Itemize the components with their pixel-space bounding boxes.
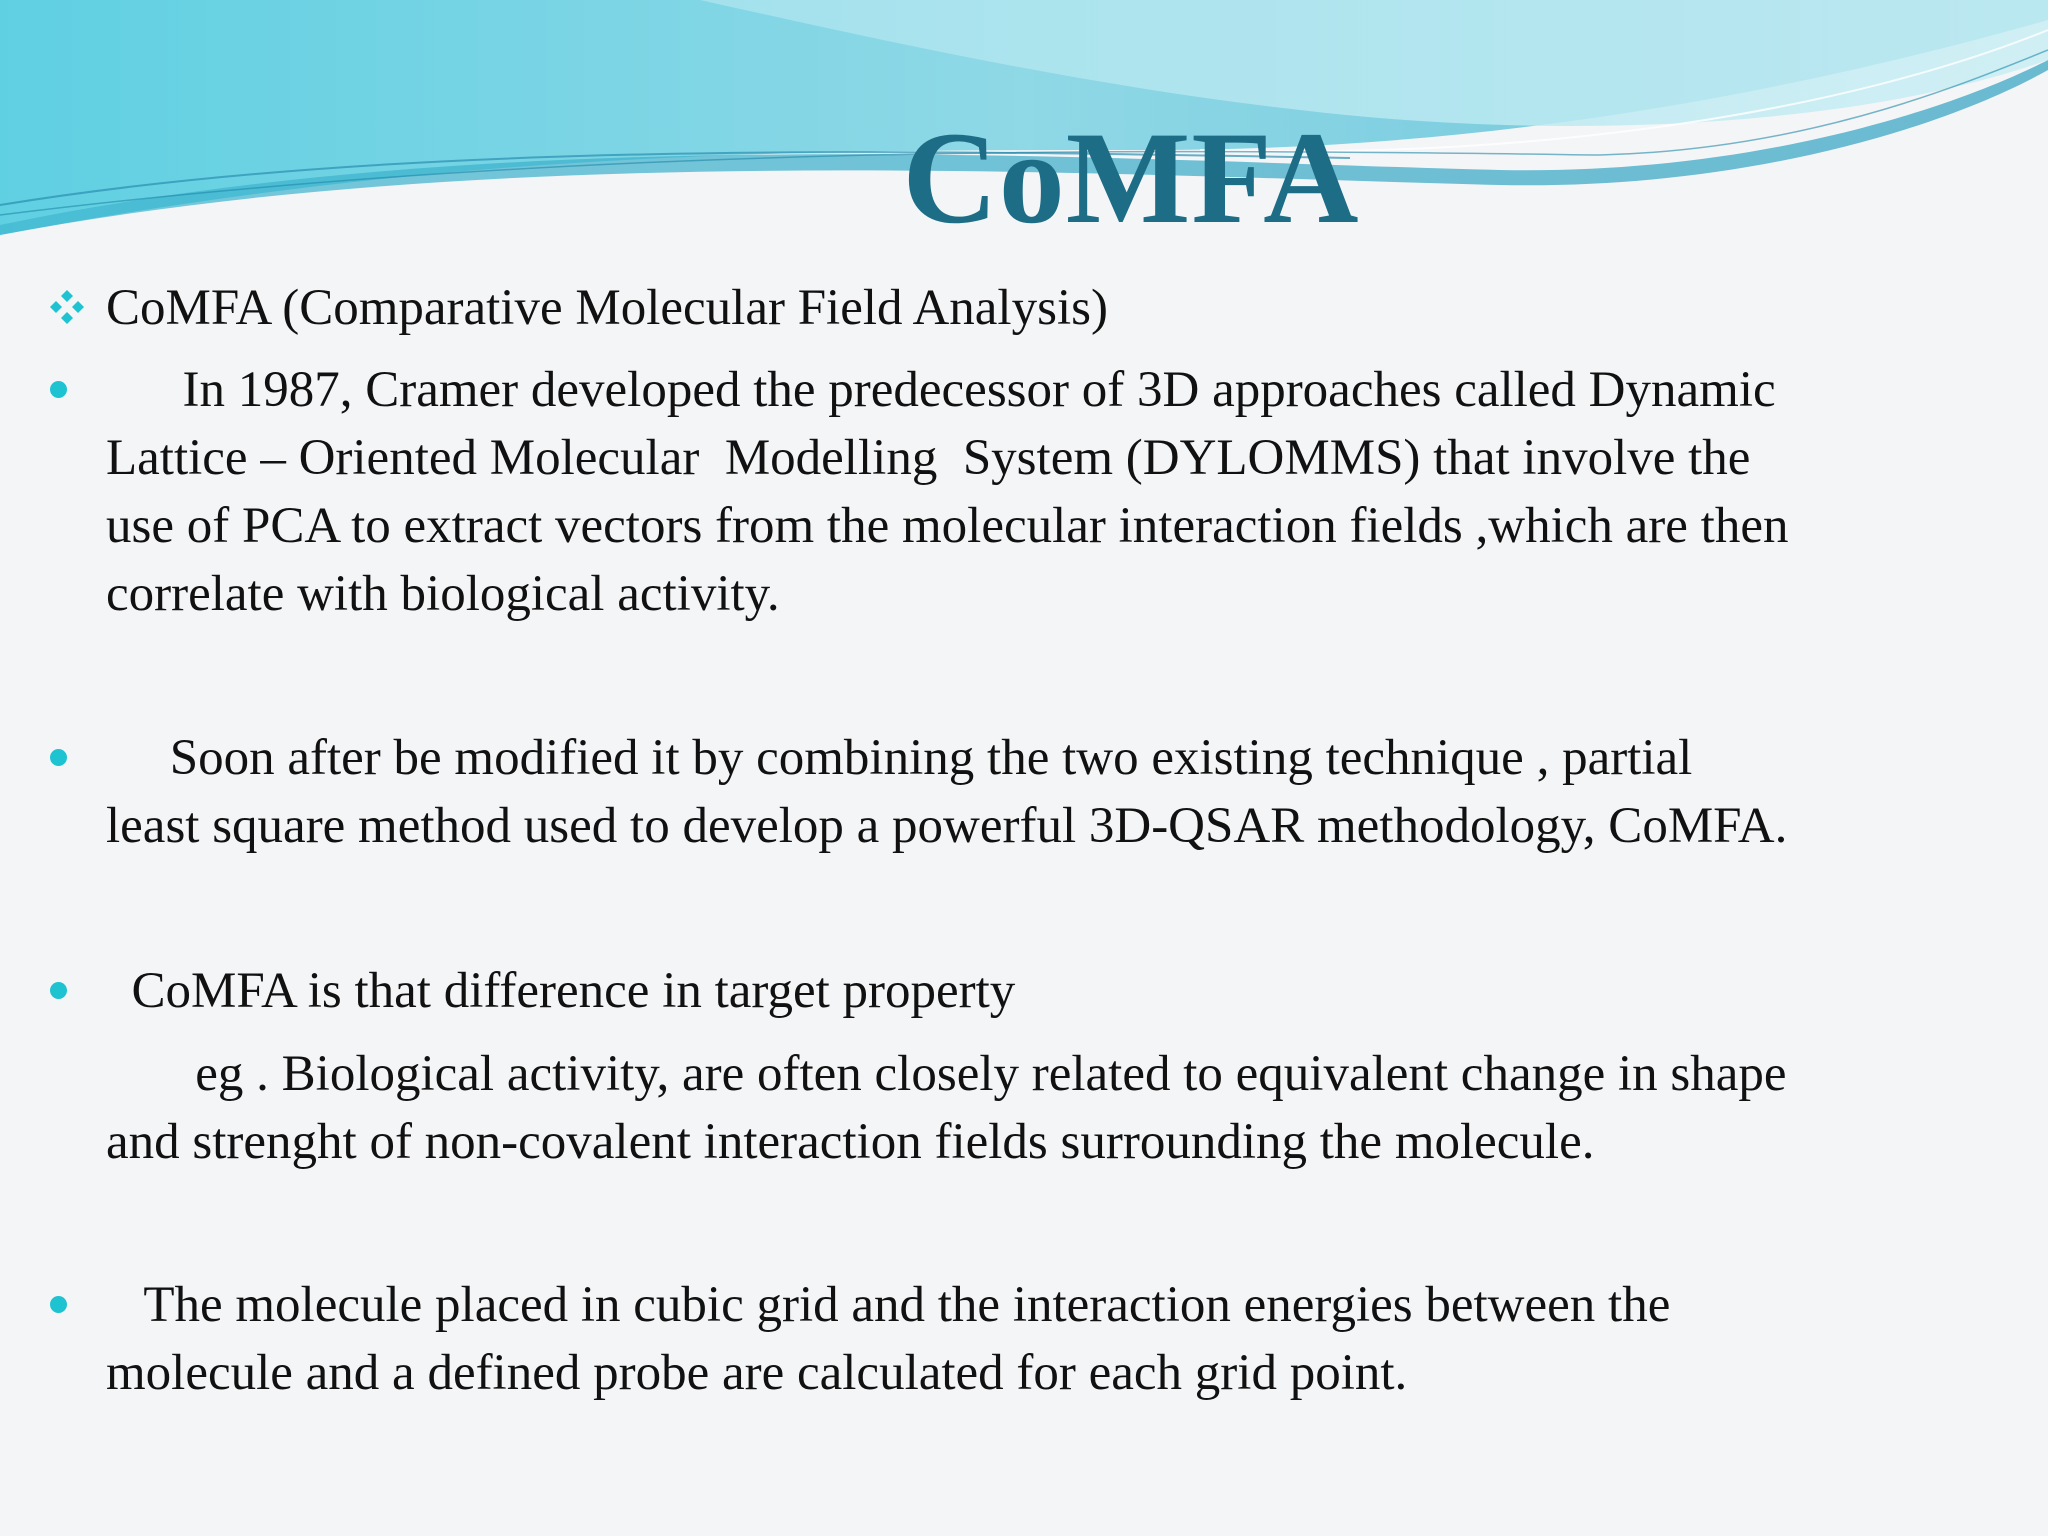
- bullet-dot-icon: [50, 381, 67, 398]
- bullet-4-line-1: The molecule placed in cubic grid and the interaction energies between the: [106, 1277, 1671, 1333]
- bullet-1-line-2: Lattice – Oriented Molecular Modelling System (DYLOMMS) that involve the: [106, 430, 1751, 486]
- bullet-4-line-2: molecule and a defined probe are calculated for each grid point.: [106, 1345, 1408, 1401]
- diamond-bullet-icon: [48, 288, 86, 326]
- slide-title: CoMFA: [902, 104, 1360, 251]
- intro-line: CoMFA (Comparative Molecular Field Analysis): [106, 280, 1108, 336]
- bullet-dot-icon: [50, 749, 67, 766]
- bullet-1-line-1: In 1987, Cramer developed the predecessor of 3D approaches called Dynamic: [106, 362, 1776, 418]
- bullet-2-line-1: Soon after be modified it by combining the two existing technique , partial: [106, 730, 1693, 786]
- bullet-1-line-3: use of PCA to extract vectors from the molecular interaction fields ,which are then: [106, 498, 1789, 554]
- bullet-1-line-4: correlate with biological activity.: [106, 566, 780, 622]
- bullet-2-line-2: least square method used to develop a powerful 3D-QSAR methodology, CoMFA.: [106, 798, 1788, 854]
- bullet-3-line-2: eg . Biological activity, are often closely related to equivalent change in shape: [106, 1046, 1787, 1102]
- bullet-dot-icon: [50, 982, 67, 999]
- bullet-dot-icon: [50, 1296, 67, 1313]
- bullet-3-line-1: CoMFA is that difference in target property: [106, 963, 1016, 1019]
- bullet-3-line-3: and strenght of non-covalent interaction fields surrounding the molecule.: [106, 1114, 1595, 1170]
